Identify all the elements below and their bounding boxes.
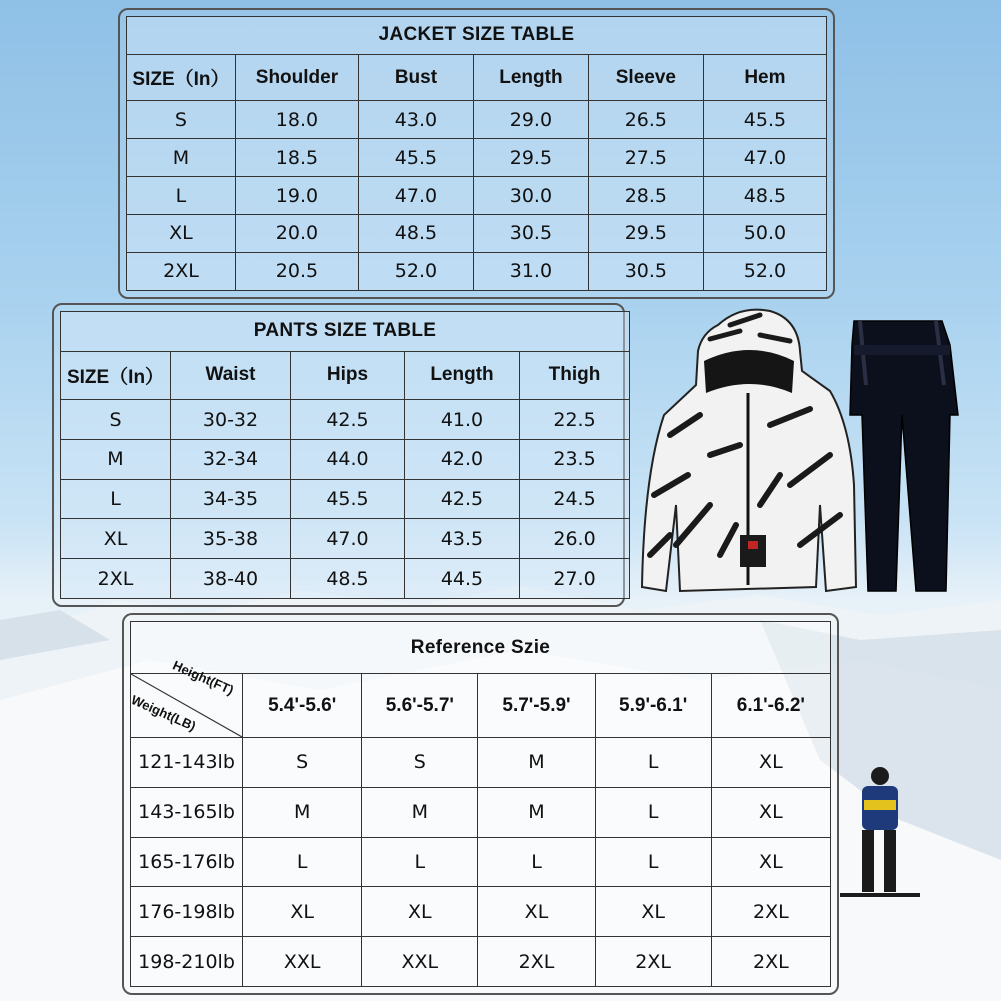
- table-cell: 2XL: [61, 559, 171, 599]
- table-cell: XL: [595, 887, 711, 937]
- height-header: 5.9'-6.1': [595, 674, 711, 738]
- ski-jacket-image: [642, 310, 856, 591]
- table-cell: 26.5: [588, 101, 703, 139]
- table-cell: 29.0: [473, 101, 588, 139]
- table-cell: 45.5: [703, 101, 826, 139]
- table-cell: 22.5: [520, 400, 630, 440]
- table-cell: 2XL: [711, 887, 830, 937]
- table-cell: XL: [711, 738, 830, 788]
- weight-cell: 176-198lb: [131, 887, 243, 937]
- table-cell: 47.0: [358, 177, 473, 215]
- table-cell: L: [61, 479, 171, 519]
- table-cell: XL: [243, 887, 362, 937]
- table-row: [61, 479, 630, 519]
- jacket-header-bust: Bust: [358, 54, 473, 100]
- table-cell: 42.5: [291, 400, 405, 440]
- table-cell: 38-40: [171, 559, 291, 599]
- height-header: 6.1'-6.2': [711, 674, 830, 738]
- table-row: [127, 101, 827, 139]
- table-cell: 2XL: [595, 937, 711, 987]
- table-cell: XL: [362, 887, 478, 937]
- pants-header-waist: Waist: [171, 351, 291, 399]
- table-cell: 27.0: [520, 559, 630, 599]
- table-cell: XL: [61, 519, 171, 559]
- table-cell: M: [127, 139, 236, 177]
- table-cell: L: [362, 837, 478, 887]
- table-cell: 2XL: [127, 252, 236, 290]
- height-header: 5.4'-5.6': [243, 674, 362, 738]
- table-cell: 50.0: [703, 215, 826, 253]
- table-cell: S: [61, 400, 171, 440]
- jacket-header-hem: Hem: [703, 54, 826, 100]
- table-cell: 2XL: [478, 937, 595, 987]
- table-cell: 48.5: [703, 177, 826, 215]
- table-cell: 30.5: [588, 252, 703, 290]
- table-cell: 30.5: [473, 215, 588, 253]
- table-cell: 45.5: [358, 139, 473, 177]
- table-cell: 44.5: [405, 559, 520, 599]
- table-row: [127, 139, 827, 177]
- jacket-size-table: [126, 16, 827, 291]
- pants-header-length: Length: [405, 351, 520, 399]
- table-cell: M: [61, 439, 171, 479]
- pants-header-size: SIZE（In）: [61, 351, 171, 399]
- table-row: [61, 400, 630, 440]
- table-cell: 28.5: [588, 177, 703, 215]
- ski-suit-product-image: [640, 305, 970, 605]
- table-cell: 29.5: [473, 139, 588, 177]
- reference-table-title: Reference Szie: [131, 622, 831, 674]
- ski-pants-image: [850, 321, 958, 591]
- table-cell: 34-35: [171, 479, 291, 519]
- table-cell: 44.0: [291, 439, 405, 479]
- table-cell: L: [595, 787, 711, 837]
- table-cell: L: [478, 837, 595, 887]
- table-cell: 43.5: [405, 519, 520, 559]
- table-cell: 41.0: [405, 400, 520, 440]
- table-cell: 32-34: [171, 439, 291, 479]
- reference-size-table: [130, 621, 831, 987]
- weight-axis-label: Weight(LB): [128, 692, 199, 734]
- height-header: 5.7'-5.9': [478, 674, 595, 738]
- table-cell: M: [478, 787, 595, 837]
- table-cell: 2XL: [711, 937, 830, 987]
- table-cell: 47.0: [703, 139, 826, 177]
- table-cell: M: [478, 738, 595, 788]
- table-cell: XL: [127, 215, 236, 253]
- table-cell: 45.5: [291, 479, 405, 519]
- pants-table-title: PANTS SIZE TABLE: [61, 312, 630, 352]
- table-cell: 48.5: [358, 215, 473, 253]
- height-axis-label: Height(FT): [170, 657, 237, 698]
- jacket-header-length: Length: [473, 54, 588, 100]
- table-row: [131, 837, 831, 887]
- table-cell: L: [127, 177, 236, 215]
- jacket-size-table-panel: [118, 8, 835, 299]
- table-cell: 18.0: [235, 101, 358, 139]
- table-cell: 23.5: [520, 439, 630, 479]
- jacket-header-shoulder: Shoulder: [235, 54, 358, 100]
- table-cell: XXL: [243, 937, 362, 987]
- jacket-table-title: JACKET SIZE TABLE: [127, 17, 827, 55]
- table-cell: XXL: [362, 937, 478, 987]
- table-cell: M: [362, 787, 478, 837]
- table-cell: 43.0: [358, 101, 473, 139]
- table-cell: 20.5: [235, 252, 358, 290]
- height-weight-corner-cell: [128, 657, 243, 738]
- table-cell: 48.5: [291, 559, 405, 599]
- table-row: [127, 215, 827, 253]
- table-cell: 42.0: [405, 439, 520, 479]
- table-cell: 52.0: [703, 252, 826, 290]
- pants-header-thigh: Thigh: [520, 351, 630, 399]
- height-header: 5.6'-5.7': [362, 674, 478, 738]
- weight-cell: 121-143lb: [131, 738, 243, 788]
- table-cell: 47.0: [291, 519, 405, 559]
- weight-cell: 143-165lb: [131, 787, 243, 837]
- table-cell: 19.0: [235, 177, 358, 215]
- jacket-header-sleeve: Sleeve: [588, 54, 703, 100]
- table-row: [131, 887, 831, 937]
- table-cell: XL: [478, 887, 595, 937]
- table-cell: S: [362, 738, 478, 788]
- table-row: [61, 439, 630, 479]
- table-row: [127, 252, 827, 290]
- pants-header-hips: Hips: [291, 351, 405, 399]
- table-cell: 26.0: [520, 519, 630, 559]
- table-cell: S: [127, 101, 236, 139]
- jacket-header-size: SIZE（In）: [127, 54, 236, 100]
- table-cell: XL: [711, 787, 830, 837]
- weight-cell: 165-176lb: [131, 837, 243, 887]
- reference-size-table-panel: [122, 613, 839, 995]
- pants-size-table: [60, 311, 630, 599]
- pants-size-table-panel: [52, 303, 625, 607]
- table-cell: 20.0: [235, 215, 358, 253]
- table-cell: 27.5: [588, 139, 703, 177]
- table-cell: L: [595, 738, 711, 788]
- table-cell: 30.0: [473, 177, 588, 215]
- table-cell: L: [243, 837, 362, 887]
- table-cell: 31.0: [473, 252, 588, 290]
- table-cell: 30-32: [171, 400, 291, 440]
- table-row: [131, 787, 831, 837]
- table-cell: S: [243, 738, 362, 788]
- table-row: [131, 937, 831, 987]
- table-cell: 24.5: [520, 479, 630, 519]
- table-row: [61, 519, 630, 559]
- table-cell: 42.5: [405, 479, 520, 519]
- table-cell: M: [243, 787, 362, 837]
- table-cell: 29.5: [588, 215, 703, 253]
- table-cell: 35-38: [171, 519, 291, 559]
- table-cell: 18.5: [235, 139, 358, 177]
- table-row: [61, 559, 630, 599]
- table-cell: L: [595, 837, 711, 887]
- table-cell: 52.0: [358, 252, 473, 290]
- table-cell: XL: [711, 837, 830, 887]
- table-row: [131, 738, 831, 788]
- table-row: [127, 177, 827, 215]
- weight-cell: 198-210lb: [131, 937, 243, 987]
